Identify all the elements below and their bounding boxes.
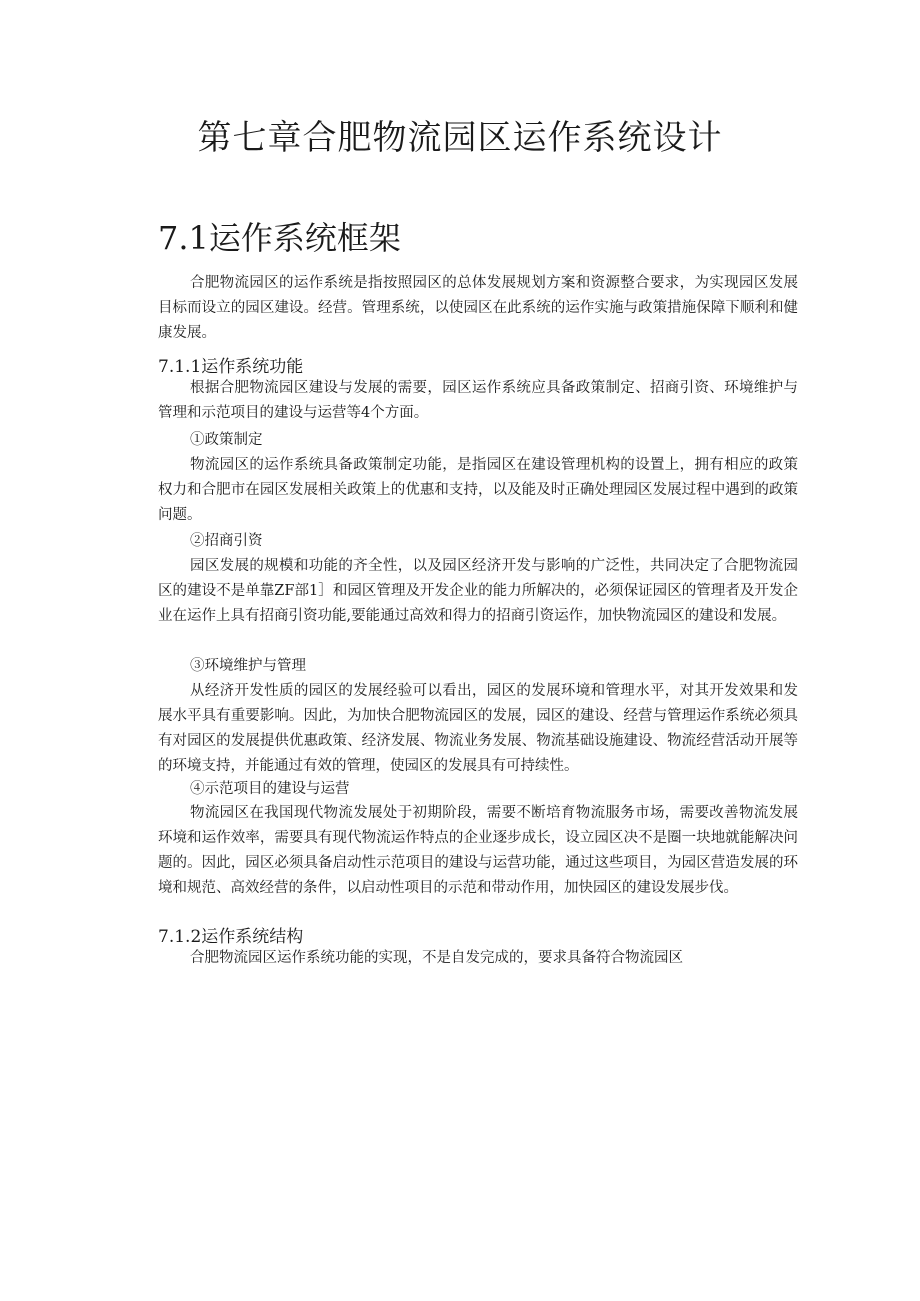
- item-heading-demo-projects: ④示范项目的建设与运营: [190, 781, 350, 797]
- section-title: 7.1运作系统框架: [158, 219, 401, 257]
- item-heading-policy: ①政策制定: [190, 432, 263, 448]
- item-text-policy: 物流园区的运作系统具备政策制定功能，是指园区在建设管理机构的设置上，拥有相应的政策权力和合肥市在园区发展相关政策上的优惠和支持，以及能及时正确处理园区发展过程中遇到的政策问题。: [158, 457, 798, 523]
- item-text-investment: 园区发展的规模和功能的齐全性，以及园区经济开发与影响的广泛性，共同决定了合肥物流园区的建设不是单靠ZF部1］和园区管理及开发企业的能力所解决的，必须保证园区的管理者及开发企业在运作上具有招商引资功能,要能通过高效和得力的招商引资运作，加快物流园区的建设和发展。: [158, 558, 798, 624]
- subsection-title-functions: 7.1.1运作系统功能: [158, 357, 304, 377]
- item-text-demo-projects: 物流园区在我国现代物流发展处于初期阶段，需要不断培育物流服务市场，需要改善物流发展环境和运作效率，需要具有现代物流运作特点的企业逐步成长，设立园区决不是圈一块地就能解决问题的。因此，园区必须具备启动性示范项目的建设与运营功能，通过这些项目，为园区营造发展的环境和规范、高效经营的条件，以启动性项目的示范和带动作用，加快园区的建设发展步伐。: [158, 805, 798, 896]
- chapter-title: 第七章合肥物流园区运作系统设计: [197, 118, 723, 158]
- item-text-environment: 从经济开发性质的园区的发展经验可以看出，园区的发展环境和管理水平，对其开发效果和发展水平具有重要影响。因此，为加快合肥物流园区的发展，园区的建设、经营与管理运作系统必须具有对园区的发展提供优惠政策、经济发展、物流业务发展、物流基础设施建设、物流经营活动开展等的环境支持，并能通过有效的管理，使园区的发展具有可持续性。: [158, 683, 798, 774]
- functions-intro-paragraph: 根据合肥物流园区建设与发展的需要，园区运作系统应具备政策制定、招商引资、环境维护与管理和示范项目的建设与运营等4个方面。: [158, 380, 798, 421]
- item-heading-investment: ②招商引资: [190, 533, 263, 549]
- intro-paragraph: 合肥物流园区的运作系统是指按照园区的总体发展规划方案和资源整合要求，为实现园区发展目标而设立的园区建设。经营。管理系统，以使园区在此系统的运作实施与政策措施保障下顺利和健康发展。: [158, 275, 798, 341]
- subsection-title-structure: 7.1.2运作系统结构: [158, 927, 304, 947]
- item-heading-environment: ③环境维护与管理: [190, 658, 306, 674]
- structure-paragraph: 合肥物流园区运作系统功能的实现，不是自发完成的，要求具备符合物流园区: [190, 950, 683, 966]
